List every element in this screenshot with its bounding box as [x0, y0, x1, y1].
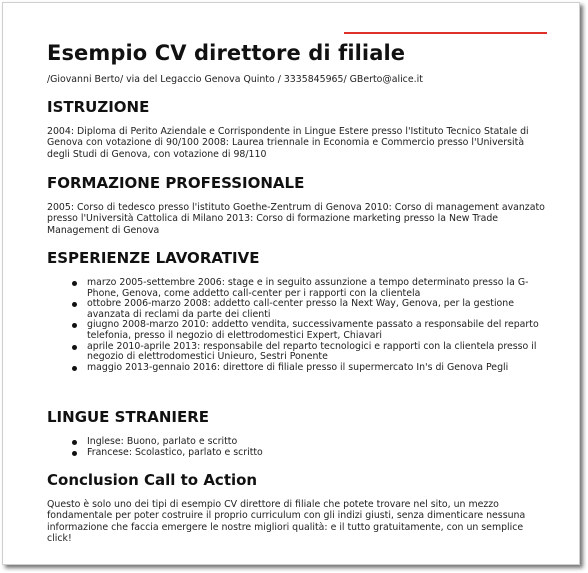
- list-item-text: ottobre 2006-marzo 2008: addetto call-center presso la Next Way, Genova, per la gestione avanzata di reclami da parte dei clienti: [87, 298, 514, 320]
- list-item-text: giugno 2008-marzo 2010: addetto vendita, successivamente passato a responsabile del reparto telefonia, presso il negozio di elettrodomestici Expert, Chiavari: [87, 319, 539, 341]
- bullet-icon: [72, 281, 77, 286]
- section-text-istruzione: 2004: Diploma di Perito Aziendale e Corrispondente in Lingue Estere presso l'Istituto Tecnico Statale di Genova con votazione di 90/100 2008: Laurea triennale in Economia e Commercio presso l'Università degli Studi di Genova, con votazione di 98/110: [47, 126, 529, 160]
- section-heading-esperienze: ESPERIENZE LAVORATIVE: [47, 249, 260, 267]
- list-item: [87, 278, 557, 299]
- bullet-icon: [72, 345, 77, 350]
- list-item-text: Francese: Scolastico, parlato e scritto: [87, 446, 263, 458]
- list-item-text: maggio 2013-gennaio 2016: direttore di filiale presso il supermercato In's di Genova Pegli: [87, 361, 509, 373]
- list-item-text: aprile 2010-aprile 2013: responsabile del reparto tecnologici e rapporti con la clientela presso il negozio di elettrodomestici Unieuro, Sestri Ponente: [87, 340, 537, 363]
- page-title: Esempio CV direttore di filiale: [47, 41, 406, 65]
- list-item: [87, 320, 557, 341]
- section-heading-conclusion: Conclusion Call to Action: [47, 471, 258, 489]
- bullet-icon: [72, 451, 77, 456]
- list-item-text: Inglese: Buono, parlato e scritto: [87, 436, 238, 447]
- section-heading-istruzione: ISTRUZIONE: [47, 98, 150, 116]
- cv-page: [2, 2, 580, 565]
- contact-info: /Giovanni Berto/ via del Legaccio Genova Quinto / 3335845965/ GBerto@alice.it: [47, 74, 423, 85]
- section-heading-formazione: FORMAZIONE PROFESSIONALE: [47, 174, 305, 192]
- list-item: [87, 363, 557, 374]
- list-item-text: marzo 2005-settembre 2006: stage e in seguito assunzione a tempo determinato presso la G-Phone, Genova, come addetto call-center per i rapporti con la clientela: [87, 277, 529, 299]
- bullet-icon: [72, 366, 77, 371]
- accent-line: [344, 32, 547, 34]
- bullet-icon: [72, 302, 77, 307]
- language-list: [67, 437, 557, 458]
- bullet-icon: [72, 323, 77, 328]
- experience-list: [67, 278, 557, 373]
- bullet-icon: [72, 440, 77, 445]
- section-text-conclusion: Questo è solo uno dei tipi di esempio CV direttore di filiale che potete trovare nel sito, un mezzo fondamentale per poter costruire il proprio curriculum con gli indizi giusti, senza dimenticare nessuna informazione che faccia emergere le nostre migliori qualità: e il tutto gratuitamente, con un semplice click!: [47, 499, 526, 544]
- section-text-formazione: 2005: Corso di tedesco presso l'istituto Goethe-Zentrum di Genova 2010: Corso di management avanzato presso l'Università Cattolica di Milano 2013: Corso di formazione marketing presso la New Trade Management di Genova: [47, 202, 545, 236]
- list-item: [87, 299, 557, 320]
- section-heading-lingue: LINGUE STRANIERE: [47, 408, 210, 426]
- list-item: [87, 448, 557, 459]
- list-item: [87, 342, 557, 363]
